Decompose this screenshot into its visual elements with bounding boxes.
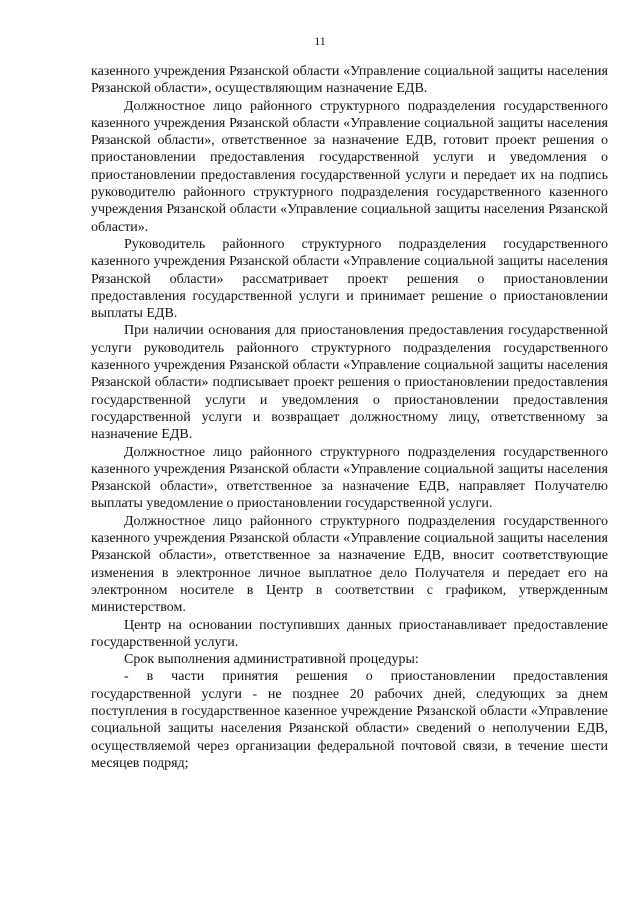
- paragraph: Должностное лицо районного структурного подразделения государственного казенного учреждения Рязанской области «Управление социальной защиты населения Рязанской области», ответственное за назначение ЕДВ, готовит проект решения о приостановлении предоставления государственной услуги и уведомления о приостановлении предоставления государственной услуги и передает их на подпись руководителю районного структурного подразделения государственного казенного учреждения Рязанской области «Управление социальной защиты населения Рязанской области».: [91, 98, 608, 235]
- paragraph: Должностное лицо районного структурного подразделения государственного казенного учреждения Рязанской области «Управление социальной защиты населения Рязанской области», ответственное за назначение ЕДВ, направляет Получателю выплаты уведомление о приостановлении государственной услуги.: [91, 444, 608, 512]
- paragraph: При наличии основания для приостановления предоставления государственной услуги руководитель районного структурного подразделения государственного казенного учреждения Рязанской области «Управление социальной защиты населения Рязанской области» подписывает проект решения о приостановлении предоставления государственной услуги и уведомления о приостановлении предоставления государственной услуги и возвращает должностному лицу, ответственному за назначение ЕДВ.: [91, 323, 608, 443]
- body-text: [91, 63, 608, 772]
- paragraph-continuation: казенного учреждения Рязанской области «Управление социальной защиты населения Рязанской области», осуществляющим назначение ЕДВ.: [91, 64, 608, 97]
- paragraph: Должностное лицо районного структурного подразделения государственного казенного учреждения Рязанской области «Управление социальной защиты населения Рязанской области», ответственное за назначение ЕДВ, вносит соответствующие изменения в электронное личное выплатное дело Получателя и передает его на электронном носителе в Центр в соответствии с графиком, утвержденным министерством.: [91, 513, 608, 616]
- paragraph: Срок выполнения административной процедуры:: [124, 652, 419, 668]
- paragraph: Руководитель районного структурного подразделения государственного казенного учреждения Рязанской области «Управление социальной защиты населения Рязанской области» рассматривает проект решения о приостановлении предоставления государственной услуги и принимает решение о приостановлении выплаты ЕДВ.: [91, 236, 608, 322]
- page-number: 11: [314, 34, 326, 48]
- paragraph: Центр на основании поступивших данных приостанавливает предоставление государственной услуги.: [91, 617, 608, 650]
- list-item: - в части принятия решения о приостановлении предоставления государственной услуги - не позднее 20 рабочих дней, следующих за днем поступления в государственное казенное учреждение Рязанской области «Управление социальной защиты населения Рязанской области» сведений о неполучении ЕДВ, осуществляемой через организации федеральной почтовой связи, в течение шести месяцев подряд;: [91, 669, 608, 771]
